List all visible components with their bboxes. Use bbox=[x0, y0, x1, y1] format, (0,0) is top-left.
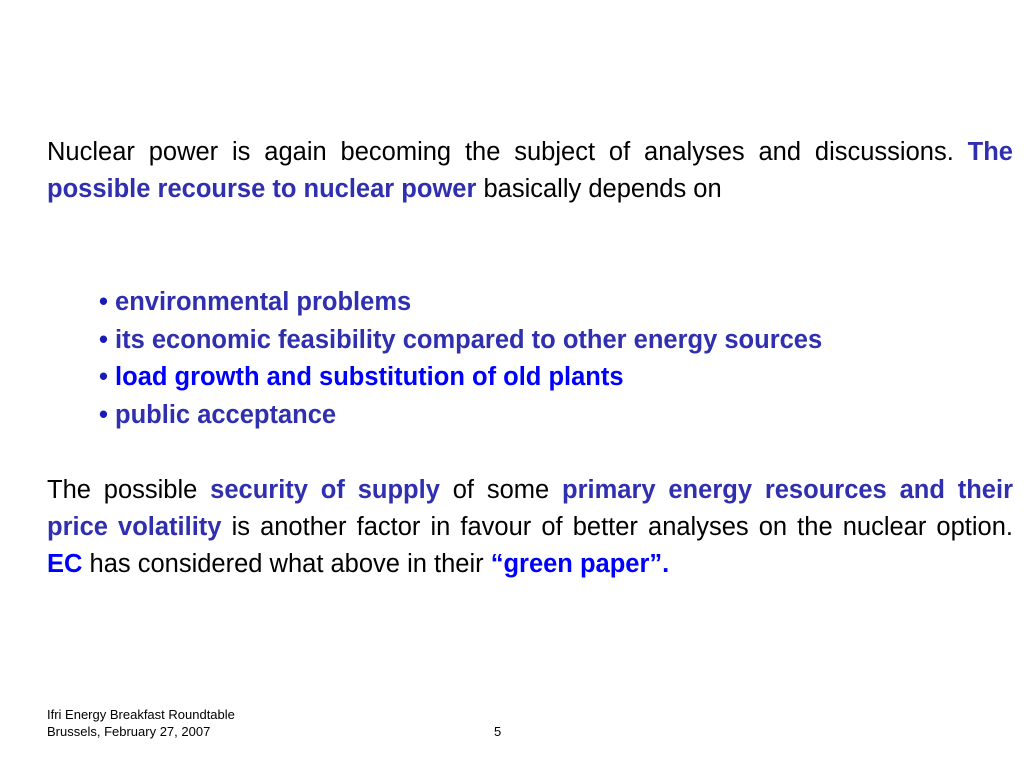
conclusion-text: is another factor in favour of better analyses on the nuclear option. bbox=[221, 513, 1013, 541]
factor-list bbox=[99, 284, 822, 434]
bullet-icon: • bbox=[99, 288, 108, 316]
intro-paragraph bbox=[47, 134, 1013, 208]
security-of-supply-highlight: security of supply bbox=[210, 476, 440, 504]
resources-highlight: primary energy resources and their price volatility bbox=[47, 476, 1013, 541]
conclusion-text: The possible bbox=[47, 476, 211, 504]
conclusion-text: has considered what above in their bbox=[82, 550, 491, 578]
footer-event-title: Ifri Energy Breakfast Roundtable bbox=[47, 707, 235, 722]
intro-highlight: The possible recourse to nuclear power bbox=[47, 138, 1013, 203]
intro-text: Nuclear power is again becoming the subject of analyses and discussions. bbox=[47, 138, 968, 166]
bullet-icon: • bbox=[99, 363, 108, 391]
ec-highlight: EC bbox=[47, 550, 83, 578]
list-item-label: public acceptance bbox=[115, 400, 337, 429]
conclusion-paragraph bbox=[47, 472, 1013, 583]
list-item bbox=[99, 397, 822, 435]
bullet-icon: • bbox=[99, 400, 108, 429]
list-item bbox=[99, 322, 822, 360]
list-item-label: load growth and substitution of old plants bbox=[115, 363, 624, 391]
intro-text-end: basically depends on bbox=[476, 175, 722, 203]
page-number: 5 bbox=[494, 724, 502, 739]
list-item-label: its economic feasibility compared to other energy sources bbox=[115, 325, 823, 354]
bullet-icon: • bbox=[99, 325, 108, 354]
list-item-label: environmental problems bbox=[115, 288, 412, 316]
list-item bbox=[99, 359, 822, 397]
footer-event-date: Brussels, February 27, 2007 bbox=[47, 724, 211, 739]
list-item bbox=[99, 284, 822, 322]
conclusion-period: . bbox=[662, 550, 670, 578]
conclusion-text: of some bbox=[439, 476, 562, 504]
green-paper-highlight: “green paper” bbox=[490, 550, 663, 578]
